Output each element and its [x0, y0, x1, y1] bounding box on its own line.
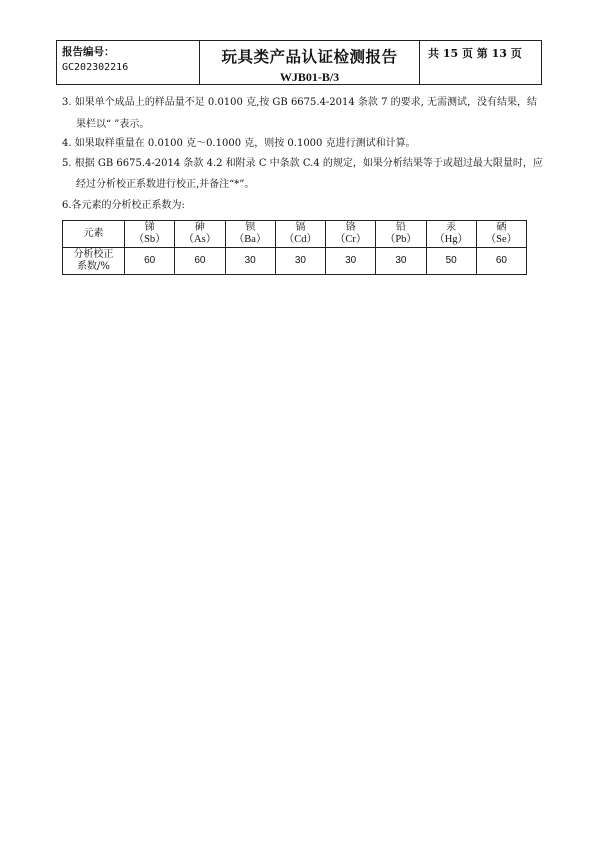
element-symbol: （Hg） — [434, 234, 469, 245]
element-cell — [476, 221, 526, 248]
factor-value: 30 — [376, 248, 426, 275]
report-header — [56, 40, 542, 85]
element-name: 锑 — [144, 222, 155, 233]
element-name: 砷 — [194, 222, 205, 233]
element-name: 铅 — [395, 222, 406, 233]
factor-row — [63, 248, 527, 275]
element-symbol: （Pb） — [384, 234, 417, 245]
factor-value: 60 — [476, 248, 526, 275]
factor-value: 50 — [426, 248, 476, 275]
note-5-line-1: 5. 根据 GB 6675.4-2014 条款 4.2 和附录 C 中条款 C.4 的规定，如果分析结果等于或超过最大限量时，应 — [62, 158, 543, 169]
factor-value: 30 — [275, 248, 325, 275]
element-symbol: （Ba） — [233, 234, 267, 245]
report-number-cell — [57, 41, 200, 84]
element-name: 汞 — [446, 222, 457, 233]
element-name: 钡 — [245, 222, 256, 233]
element-symbol: （As） — [183, 234, 217, 245]
element-symbol: （Cr） — [334, 234, 367, 245]
element-name: 硒 — [496, 222, 507, 233]
document-code: WJB01-B/3 — [279, 70, 340, 84]
element-cell — [175, 221, 225, 248]
element-cell — [125, 221, 175, 248]
element-row — [63, 221, 527, 248]
factor-value: 30 — [326, 248, 376, 275]
title-cell — [200, 41, 420, 84]
note-4: 4. 如果取样重量在 0.0100 克～0.1000 克，则按 0.1000 克进行测试和计算。 — [62, 138, 416, 149]
factor-header — [63, 248, 125, 275]
element-cell — [426, 221, 476, 248]
note-5-line-2: 经过分析校正系数进行校正,并备注“*”。 — [76, 179, 255, 190]
element-cell — [225, 221, 275, 248]
factor-value: 30 — [225, 248, 275, 275]
factor-header-line-2: 系数/% — [77, 261, 110, 272]
page-info-cell — [420, 41, 541, 84]
factor-value: 60 — [175, 248, 225, 275]
element-name: 镉 — [295, 222, 306, 233]
element-cell — [326, 221, 376, 248]
factor-value: 60 — [125, 248, 175, 275]
document-title: 玩具类产品认证检测报告 — [221, 47, 398, 66]
page-info: 共 15 页 第 13 页 — [428, 47, 522, 60]
element-cell — [275, 221, 325, 248]
note-6: 6.各元素的分析校正系数为: — [62, 200, 185, 211]
element-header: 元素 — [63, 221, 125, 248]
element-symbol: （Cd） — [283, 234, 317, 245]
report-number-label: 报告编号： — [62, 46, 115, 58]
element-symbol: （Sb） — [133, 234, 166, 245]
factor-header-line-1: 分析校正 — [73, 249, 114, 260]
element-symbol: （Se） — [485, 234, 518, 245]
element-cell — [376, 221, 426, 248]
note-3-line-2: 果栏以“ ”表示。 — [76, 119, 150, 130]
correction-factor-table — [62, 220, 527, 275]
element-name: 铬 — [345, 222, 356, 233]
report-number: GC202302216 — [62, 62, 129, 73]
note-3-line-1: 3. 如果单个成品上的样品量不足 0.0100 克,按 GB 6675.4-2014 条款 7 的要求, 无需测试，没有结果，结 — [62, 97, 538, 108]
